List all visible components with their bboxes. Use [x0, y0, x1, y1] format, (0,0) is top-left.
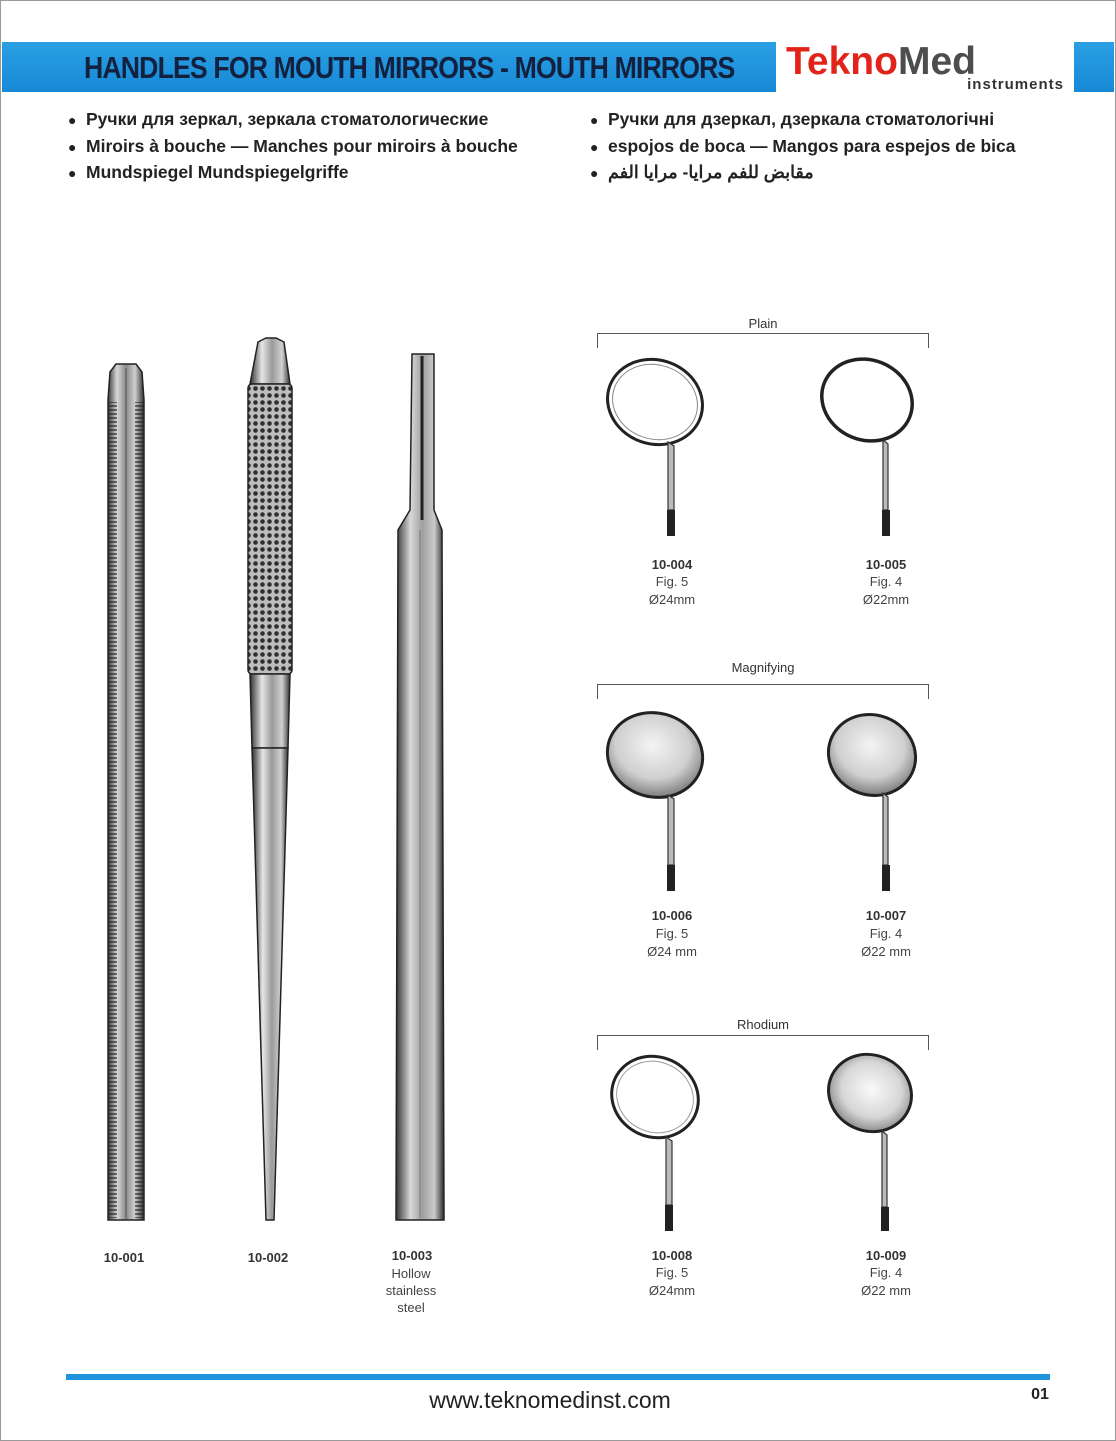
page-number: 01 [1031, 1386, 1049, 1403]
product-note: Hollow [391, 1266, 431, 1281]
mirror-10-004-image [600, 350, 710, 550]
product-size: Ø22 mm [861, 1283, 911, 1298]
language-line [590, 159, 1015, 186]
mirror-10-008-image [600, 1045, 710, 1240]
product-fig: Fig. 5 [655, 574, 689, 589]
bullet-icon: ● [68, 112, 77, 128]
product-code: 10-006 [651, 908, 693, 923]
bullet-icon: ● [68, 138, 77, 155]
language-list-right [590, 106, 1015, 186]
group-label-magnifying: Magnifying [731, 660, 795, 675]
handle-10-001-image [96, 360, 156, 1230]
language-text: Mundspiegel Mundspiegelgriffe [86, 162, 349, 182]
logo-part-1: Tekno [786, 40, 898, 83]
footer-rule [66, 1374, 1050, 1380]
language-line [68, 159, 518, 186]
mirror-10-007-image [820, 705, 930, 900]
bullet-icon: ● [590, 112, 599, 128]
group-bracket [597, 333, 929, 348]
language-line [590, 133, 1015, 160]
handle-10-003-image [388, 350, 458, 1225]
logo-wordmark [786, 37, 976, 87]
mirror-10-005-image [815, 348, 925, 548]
language-text: مقابض للفم مرايا- مرايا الفم [608, 162, 814, 182]
group-label-plain: Plain [748, 316, 778, 331]
product-fig: Fig. 4 [869, 1265, 903, 1280]
product-code: 10-009 [865, 1248, 907, 1263]
bullet-icon: ● [590, 138, 599, 155]
product-fig: Fig. 4 [869, 926, 903, 941]
bullet-icon: ● [590, 165, 599, 181]
product-size: Ø24 mm [647, 944, 697, 959]
brand-logo [776, 37, 1074, 95]
product-fig: Fig. 5 [655, 1265, 689, 1280]
language-text: Miroirs à bouche — Manches pour miroirs à bouche [86, 135, 518, 156]
group-bracket [597, 684, 929, 699]
product-size: Ø24mm [648, 592, 696, 607]
mirror-10-009-image [818, 1045, 928, 1240]
product-code: 10-003 [391, 1248, 433, 1263]
page-title: HANDLES FOR MOUTH MIRRORS - MOUTH MIRRORS [84, 50, 735, 85]
language-text: Ручки для дзеркал, дзеркала стоматологічні [608, 109, 995, 129]
product-size: Ø24mm [648, 1283, 696, 1298]
product-code: 10-002 [247, 1250, 289, 1265]
product-code: 10-001 [103, 1250, 145, 1265]
language-line [68, 106, 518, 133]
product-fig: Fig. 4 [869, 574, 903, 589]
product-code: 10-007 [865, 908, 907, 923]
language-text: Ручки для зеркал, зеркала стоматологические [86, 109, 489, 129]
product-code: 10-004 [651, 557, 693, 572]
product-note: stainless [385, 1283, 437, 1298]
language-line [590, 106, 1015, 133]
mirror-10-006-image [600, 705, 710, 900]
product-code: 10-005 [865, 557, 907, 572]
product-code: 10-008 [651, 1248, 693, 1263]
product-fig: Fig. 5 [655, 926, 689, 941]
handle-10-002-image [238, 336, 302, 1226]
website-link[interactable]: www.teknomedinst.com [429, 1387, 671, 1413]
language-line [68, 133, 518, 160]
bullet-icon: ● [68, 165, 77, 181]
language-text: espojos de boca — Mangos para espejos de bica [608, 135, 1016, 156]
product-size: Ø22mm [862, 592, 910, 607]
logo-subtitle: instruments [967, 76, 1064, 93]
product-size: Ø22 mm [861, 944, 911, 959]
product-note: steel [397, 1300, 425, 1315]
logo-part-2: Med [897, 40, 976, 83]
language-list-left [68, 106, 518, 186]
group-label-rhodium: Rhodium [736, 1017, 790, 1032]
